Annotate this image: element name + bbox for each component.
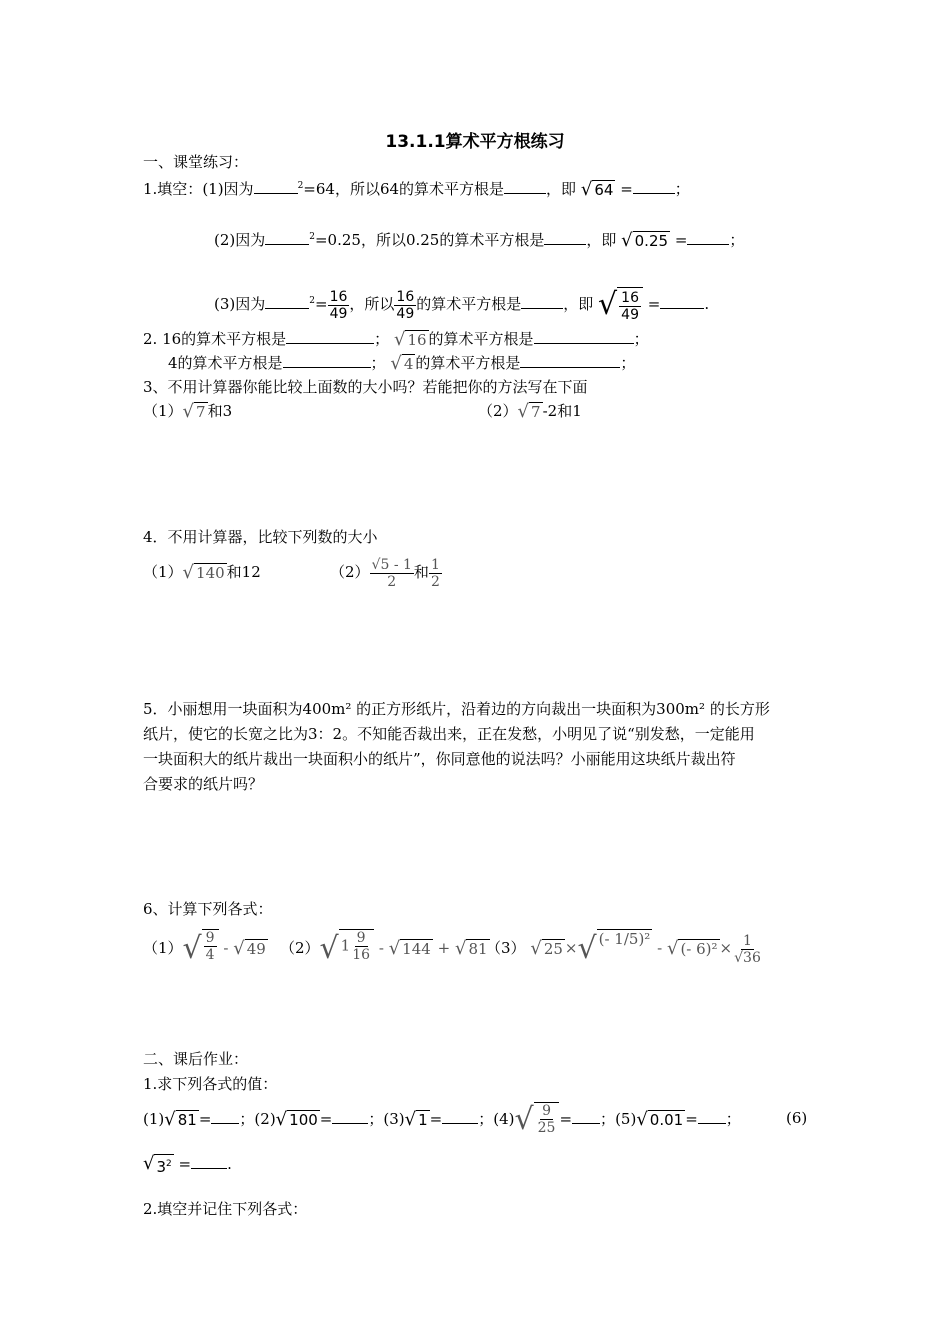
answer-blank[interactable] [504,178,546,194]
answer-blank[interactable] [332,1108,368,1124]
q2-line-b: 4的算术平方根是 ； √ 4 的算术平方根是 ； [168,353,636,374]
answer-blank[interactable] [698,1108,726,1124]
q3-item-1: （1） √ 7 和3 [143,401,233,422]
q1b-text1: (2)因为 [214,231,266,249]
q6-question: 6、计算下列各式： [143,900,273,918]
q5-line-4: 合要求的纸片吗？ [143,775,264,793]
fraction: $\frac{1}{2}$ [430,556,440,590]
answer-blank[interactable] [191,1153,227,1169]
q5-line-1: 5．小丽想用一块面积为400m² 的正方形纸片，沿着边的方向裁出一块面积为300m² 的长方形 [143,700,770,718]
q6-item-2: （2） √ 1 $\frac{9}{16}$ - √ 144 + √ 81 [280,930,488,966]
hw-q1-item6: √ $3^2$ = . [143,1152,232,1176]
sqrt-expression: √ 64 [580,179,614,200]
q1b-text3: ，即 [586,231,617,249]
answer-blank[interactable] [521,293,563,309]
answer-blank[interactable] [211,1108,239,1124]
answer-blank[interactable] [265,293,309,309]
q3-question: 3、不用计算器你能比较上面数的大小吗？若能把你的方法写在下面 [143,378,588,396]
q2-line-a: 2. 16的算术平方根是 ； √ 16 的算术平方根是 ； [143,329,649,350]
answer-blank[interactable] [544,229,586,245]
answer-blank[interactable] [633,178,675,194]
answer-blank[interactable] [520,352,620,368]
answer-blank[interactable] [660,293,704,309]
q1-line-a: 1.填空：(1)因为 $^2$=64，所以64的算术平方根是 ，即 √ 64 = ； [143,179,690,200]
q3-item-2: （2） √ 7 -2和1 [478,401,582,422]
q5-line-3: 一块面积大的纸片裁出一块面积小的纸片”，你同意他的说法吗？小丽能用这块纸片裁出符 [143,750,736,768]
sqrt-expression: √ 16 [393,329,427,350]
sqrt-expression: √ 0.25 [621,230,669,251]
hw-q1-items: (1) √ 81 = ；(2) √ 100 = ；(3) √ 1 = ；(4) √ $\frac{9}{25}$ = ；(5) √ 0.01 = ； [143,1102,741,1137]
answer-blank[interactable] [687,229,729,245]
q6-item-3: （3） √ 25 × √ (- 1/5)² - √ (- 6)² × $\frac{1}{√36}$ [486,930,761,966]
q1a-text3: ，即 [546,180,577,198]
page-title: 13.1.1算术平方根练习 [385,132,565,152]
q1-line-c: (3)因为 $^2$= $\frac{16}{49}$ ，所以 $\frac{16}{49}$ 的算术平方根是 ，即 √ $\frac{16}{49}$ = . [214,287,710,323]
q1c-text1: (3)因为 [214,295,266,313]
sqrt-expression: √ 4 [390,353,414,374]
section-heading-2: 二、课后作业： [143,1050,249,1068]
q1b-text2: =0.25，所以0.25的算术平方根是 [314,231,545,249]
answer-blank[interactable] [265,229,309,245]
answer-blank[interactable] [286,328,374,344]
hw-q2-question: 2.填空并记住下列各式： [143,1200,308,1218]
q4-question: 4．不用计算器，比较下列数的大小 [143,528,378,546]
q1-line-b: (2)因为 $^2$=0.25，所以0.25的算术平方根是 ，即 √ 0.25 = ； [214,230,745,251]
sqrt-fraction-expression: √ $\frac{16}{49}$ [598,287,643,323]
answer-blank[interactable] [534,328,634,344]
hw-q1-question: 1.求下列各式的值： [143,1075,278,1093]
section-heading-1: 一、课堂练习： [143,153,249,171]
q4-item-2: （2） $\frac{√5 - 1}{2}$ 和 $\frac{1}{2}$ [330,556,440,590]
q1a-text1: (1)因为 [202,180,254,198]
q4-item-1: （1） √ 140 和12 [143,562,261,583]
answer-blank[interactable] [572,1108,600,1124]
answer-blank[interactable] [283,352,371,368]
answer-blank[interactable] [442,1108,478,1124]
fraction: $\frac{√5 - 1}{2}$ [371,556,412,590]
fraction: $\frac{16}{49}$ [396,288,415,322]
q1-lead: 1.填空： [143,180,203,198]
q5-line-2: 纸片，使它的长宽之比为3：2。不知能否裁出来，正在发愁，小明见了说“别发愁，一定能用 [143,725,755,743]
fraction: $\frac{16}{49}$ [329,288,348,322]
q6-item-1: （1） √ $\frac{9}{4}$ - √ 49 [143,930,266,966]
q1a-text2: =64，所以64的算术平方根是 [303,180,505,198]
answer-blank[interactable] [254,178,298,194]
hw-q1-item6-label: (6) [786,1109,808,1127]
